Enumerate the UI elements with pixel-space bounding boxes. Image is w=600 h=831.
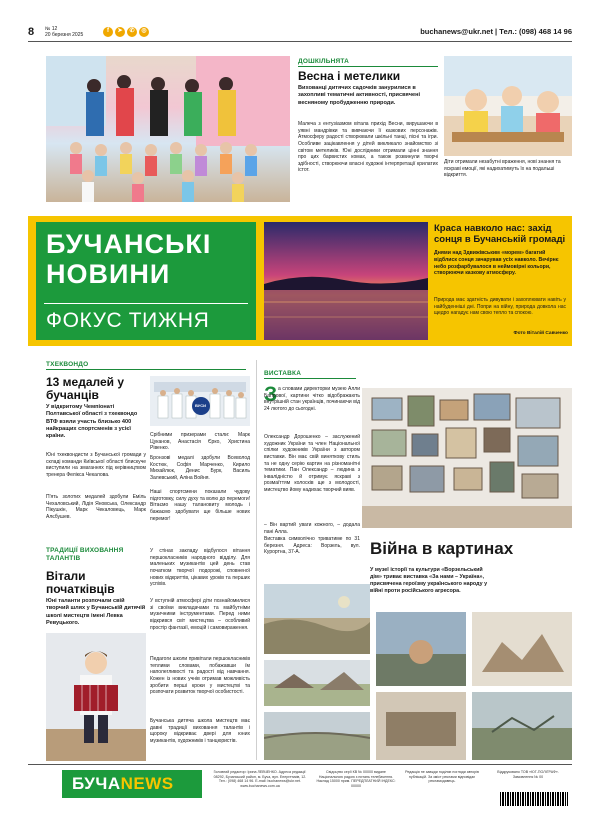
spring-title: Весна і метелики (298, 69, 401, 83)
column-divider (256, 360, 257, 760)
banner-title-line2: НОВИНИ (46, 258, 171, 289)
taekwondo-lead: У відкритому Чемпіонаті Полтавської області з тхеквондо ВТФ взяли участь близько 400 найкращих спортсменів з усієї країни. (46, 404, 138, 440)
section-talents: ТРАДИЦІЇ ВИХОВАННЯ ТАЛАНТІВ (46, 547, 124, 562)
issue-date: 20 березня 2025 (45, 32, 84, 38)
art-title: Війна в картинах (370, 539, 514, 558)
barcode (500, 792, 568, 806)
issue-number: № 12 (45, 26, 58, 32)
photo-credit: Фото Віталій Савченко (513, 331, 568, 336)
child-photo-art (444, 56, 572, 156)
footer-logo-part2: NEWS (120, 774, 174, 794)
footer-col1: Головний редактор: Ірина ЛЕВЧЕНКО. Адреса редакції: 08292, Бучанський район, м. Буча, вул. Енергетиків, 12. Тел.: (098) 468 14 96. E-mail: buchanews@ukr.net. www.buchanews.com.ua (213, 770, 307, 789)
taekwondo-body1: Юні тхеквондисти з Бучанської громади у складі команди Київської області блискуче виступили на змаганнях під керівництвом тренера Фелікса Чекалова. (46, 452, 146, 478)
page-number: 8 (28, 26, 35, 38)
taekwondo-body4: Бронзові медалі здобули Всеволод Костюк, Софія Марченко, Кирило Михайлюк, Денис Бурк, Василь Залевський, Аліна Войня. (150, 455, 250, 481)
section-rule (298, 66, 438, 67)
taekwondo-photo (150, 376, 250, 426)
banner-title-line1: БУЧАНСЬКІ (46, 229, 212, 259)
spring-lead: Вихованці дитячих садочків занурилися в захопливі тематичні активності, присвячені весняному пробудженню природи. (298, 85, 421, 106)
footer-divider (28, 764, 572, 765)
painting-1-art (264, 584, 370, 654)
section-rule-art (264, 378, 356, 379)
painting-5-art (472, 612, 572, 686)
music-body4: Бучанська дитяча школа мистецтв має давні традиції виховання талантів і щороку відкриває двері для юних музикантів, художників і танцюристів. (150, 718, 250, 744)
art-dropcap: З (264, 383, 278, 406)
footer-logo-part1: БУЧА (72, 774, 121, 794)
sunset-title: Краса навколо нас: захід сонця в Бучанській громаді (434, 223, 566, 245)
instagram-icon[interactable]: ◎ (139, 27, 149, 37)
sunset-body: Природа має здатність дивувати і захоплювати навіть у найбуденніші дні. Попри на війну, природа довкола нас щедро нагадує нам свою тепло та спокою. (434, 297, 566, 317)
issue-info (45, 26, 83, 38)
taekwondo-body2: П'ять золотих медалей здобули Еміль Чехаловський, Лідія Яновська, Олександр Пікушкін, Марк Чекаловець, Марк Алєбушев. (46, 494, 146, 520)
spring-body: Малеча з ентузіазмом вітала прихід Весни, вирушаючи в уявні мандрівки та вивчаючи її казкових персонажів. Атмосферу радості створювали шкільні танці, пісні та ігри. Особливе зацікавлення у дітей викликало знайомство зі світом метеликів. Юні дослідники отримали цінні знання про цих барвистих комах, а також розвинули творчі здібності, створюючи власні художні інтерпретації крилатих істот. (298, 121, 438, 174)
painting-6 (376, 692, 466, 760)
child-photo (444, 56, 572, 156)
taekwondo-photo-art (150, 376, 250, 426)
painting-6-art (376, 692, 466, 760)
facebook-icon[interactable]: f (103, 27, 113, 37)
banner-subtitle: ФОКУС ТИЖНЯ (46, 309, 210, 332)
footer-col4: Віддруковано ТОВ «ЮГ-ПОЛІГРАФ». Замовлення № 00 (497, 770, 559, 779)
sunset-lead: Днями над Здвижівським «морем» багатий відблиск сонця зачарував усіх навколо. Вечірнє небо розфарбувалося в неймовірні кольори, створюючи казкову атмосферу. (434, 250, 559, 277)
painting-5 (472, 612, 572, 686)
painting-2 (264, 660, 370, 706)
kindergarten-photo (46, 56, 290, 202)
telegram-icon[interactable]: ➤ (115, 27, 125, 37)
art-body4: Виставка символічно триватиме по 31 березня. Адреса: Ворзель, вул. Курортна, 37-А. (264, 536, 360, 556)
banner-logo (36, 222, 256, 340)
accordion-photo (46, 633, 146, 761)
social-icons (103, 27, 149, 37)
header-contact: buchanews@ukr.net | Тел.: (098) 468 14 96 (420, 27, 572, 36)
art-body1: а словами директорки музею Алли Багірової, картини чітко відображають внутрішній стан українців, починаючи від 24 лютого до сьогодні. (264, 386, 360, 412)
section-preschool: ДОШКІЛЬНЯТА (298, 58, 350, 65)
viber-icon[interactable]: ✆ (127, 27, 137, 37)
painting-7-art (472, 692, 572, 760)
music-body1: У стінах закладу відбулося вітання першокласників народного відділу. Для маленьких музикантів цей день став початком творчої подорожі, сповненої нових відкриттів, цікавих уроків та перших успіхів. (150, 548, 250, 588)
music-body2: У вступній атмосфері діти познайомилися зі своїми викладачами та майбутніми музичними інструментами. Перед ними відкрився світ мистецтва – особливий простір фантазії, емоцій і самовираження. (150, 598, 250, 631)
section-taekwondo: ТХЕКВОНДО (46, 361, 89, 368)
painting-2-art (264, 660, 370, 706)
taekwondo-body5: Наші спортсмени показали чудову підготовку, силу духу та волю до перемоги! Вітаємо нашу талановиту молодь і бажаємо здобувати ще більше нових перемог! (150, 489, 250, 522)
gallery-photo (362, 388, 572, 528)
sunset-photo (264, 222, 428, 340)
art-body3: – Він вартий уваги кожного, – додала пані Алла. (264, 522, 360, 535)
painting-4-art (376, 612, 466, 686)
section-exhibition: ВИСТАВКА (264, 370, 302, 377)
footer-logo (62, 770, 202, 798)
kindergarten-photo-art (46, 56, 290, 202)
photo-badge: ВУСИ (195, 403, 206, 408)
painting-1 (264, 584, 370, 654)
painting-3 (264, 712, 370, 760)
music-lead: Юні таланти розпочали свій творчий шлях у Бучанській дитячій школі мистецтв імені Левка Ревуцького. (46, 598, 146, 626)
art-lead: У музеї історії та культури «Ворзельський дім» триває виставка «За нами – Україна», присвячена героїзму українського народу у війні проти російського агресора. (370, 567, 488, 595)
banner-rule (44, 303, 248, 304)
painting-4 (376, 612, 466, 686)
taekwondo-title: 13 медалей у бучанців (46, 375, 125, 403)
painting-3-art (264, 712, 370, 760)
painting-7 (472, 692, 572, 760)
header-divider (28, 41, 572, 42)
footer-col3: Редакція не завжди поділяє погляди авторів публікацій. За зміст реклами відповідає рекламодавець. (405, 770, 479, 784)
music-body3: Педагоги школи привітали першокласників теплими словами, побажавши їм наполегливості та радості від навчання. Кожен із нових учнів отримав можливість зробити перші кроки у мистецтві та розпочати розвиток творчої особистості. (150, 656, 250, 696)
section-rule-tkd (46, 369, 246, 370)
gallery-photo-art (362, 388, 572, 528)
banner-title (46, 230, 211, 289)
sunset-photo-art (264, 222, 428, 340)
footer-col2: Свідоцтво серії КВ № 00000 видане Національною радою з питань телебачення. Наклад 15000 прим. ПЕРЕДПЛАТНИЙ ІНДЕКС: 00000 (316, 770, 396, 789)
music-title: Вітали початківців (46, 569, 115, 597)
art-body2: Олександр Дорошенко – заслужений художник України та член Національної спілки художників України з автором виставки. Він має свій виняткову стиль та не одну серію картин на різноманітні тематики. Пан Олександр – людина з інвалідністю й отримує яскраві з розмаїттям колосків ще з молодості, мистецтво йому надихає творчий вияв. (264, 434, 360, 494)
taekwondo-body3: Срібними призерами стали: Марк Цуканов, Анастасія Єрко, Христина Рівенко. (150, 432, 250, 452)
accordion-photo-art (46, 633, 146, 761)
spring-caption: Діти отримали незабутні враження, нові знання та яскраві емоції, які надихатимуть їх на подальші відкриття. (444, 159, 561, 178)
